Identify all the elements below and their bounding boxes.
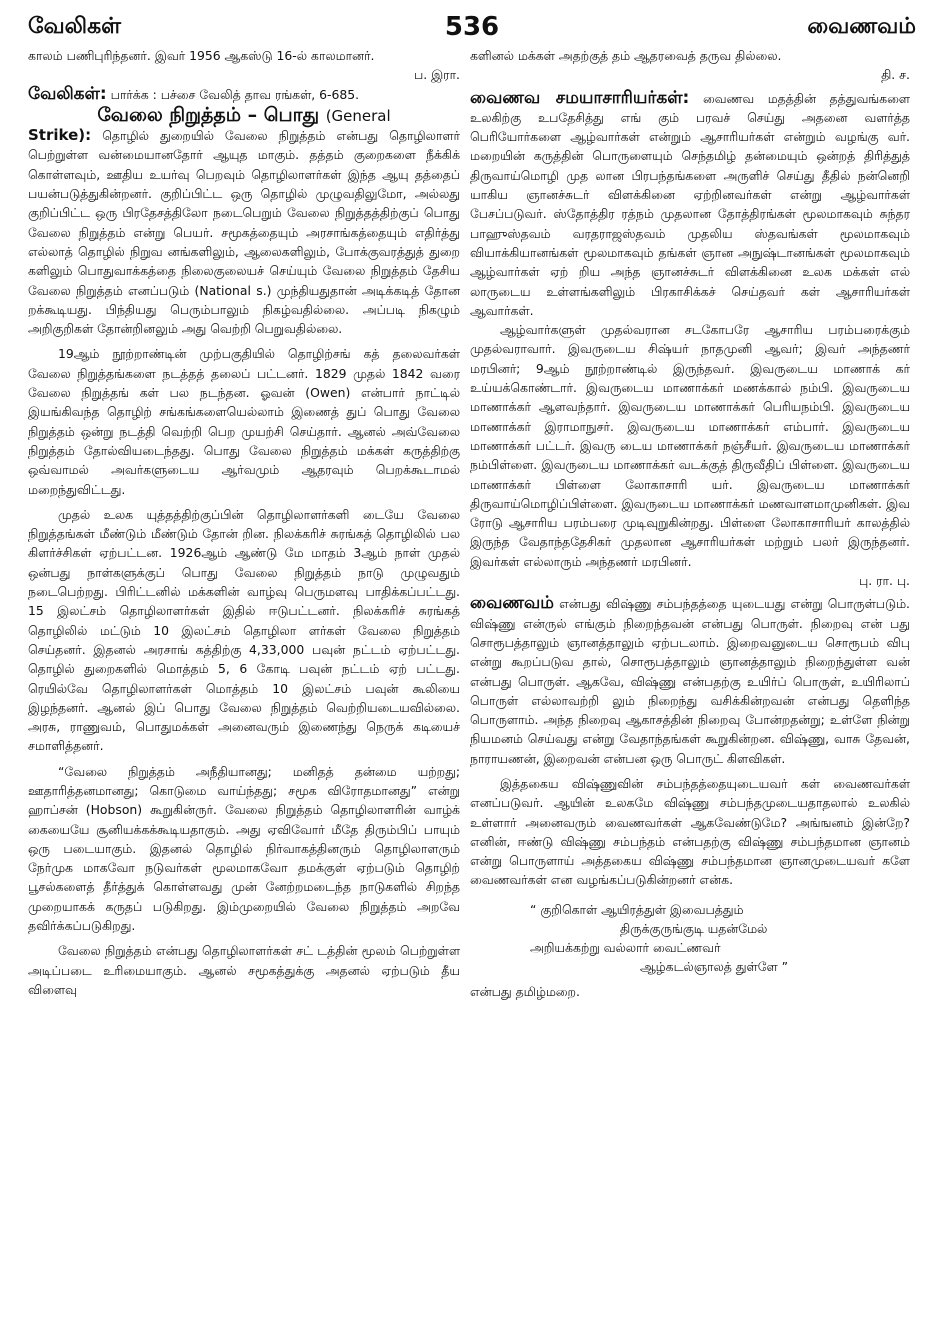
paragraph: இத்தகைய விஷ்ணுவின் சம்பந்தத்தையுடையவர் கள் வைணவர்கள் எனப்படுவர். ஆயின் உலகமே விஷ்ணு சம்பந்தமுடையதாதலால் உலகில் உள்ளார் அனைவரும் வைணவர்கள் ஆகவேண்டுமே? அங்ஙனம் இன்றே? எனின், ஈண்டு விஷ்ணு சம்பந்தம் என்பதற்கு விஷ்ணு சம்பந்தமான ஞானம் என்று பொருளாய் அத்தகைய விஷ்ணு சம்பந்தமான ஞானமுடையவர் களே வைணவர்கள் என வழங்கப்படுகின்றனர் என்க. <box>470 775 910 888</box>
right-column <box>470 46 910 1001</box>
continued-paragraph: காலம் பணிபுரிந்தனர். இவர் 1956 ஆகஸ்டு 16-ல் காலமானர். <box>28 48 375 63</box>
entry-title <box>28 103 460 126</box>
author-initials: தி. ச. <box>881 67 910 83</box>
paragraph: வேலை நிறுத்தம் என்பது தொழிலாளர்கள் சட் டத்தின் மூலம் பெற்றுள்ள அடிப்படை உரிமையாகும். ஆனல் சமூகத்துக்கு அதனல் ஏற்படும் தீய விளைவு <box>28 943 460 997</box>
running-head-right: வைணவம் <box>807 14 916 39</box>
verse-line: “ குறிகொள் ஆயிரத்துள் இவைபத்தும் <box>530 901 744 917</box>
entry-keyword: Strike): <box>28 126 92 145</box>
closing-line: என்பது தமிழ்மறை. <box>470 983 580 999</box>
verse-line: திருக்குருங்குடி யதன்மேல் <box>620 920 768 936</box>
author-initials: ப. இரா. <box>414 67 460 83</box>
entry-vainavam <box>470 594 910 768</box>
entry-title-tamil: வேலை நிறுத்தம் – பொது <box>97 103 320 126</box>
verse-quote <box>530 900 910 976</box>
paragraph <box>28 126 460 338</box>
continued-paragraph: களினல் மக்கள் அதற்குத் தம் ஆதரவைத் தருவ தில்லை. <box>470 48 782 63</box>
entry-keyword: வைணவம் <box>470 593 554 614</box>
entry-keyword: வேலிகள்: <box>28 83 107 104</box>
entry-veligal <box>28 85 460 104</box>
entry-title-english: (General <box>325 106 391 125</box>
left-column <box>28 46 460 999</box>
paragraph: ஆழ்வார்களுள் முதல்வரான சடகோபரே ஆசாரிய பரம்பரைக்கும் முதல்வராவார். இவருடைய சிஷ்யர் நாதமுனி ஆவர்; இவர் அந்தணர் மரபினர்; 9ஆம் நூற்றாண்டில் இருந்தவர். இவருடைய மாணாக் கர் உய்யக்கொண்டார். இவருடைய மாணாக்கர் மணக்கால் நம்பி. இவருடைய மாணாக்கர் ஆளவந்தார். இவருடைய மாணாக்கர் பெரியநம்பி. இவருடைய மாணாக்கர் இராமாநுசர். இவருடைய மாணாக்கர் எம்பார். இவருடைய மாணாக்கர் பட்டர். இவரு டைய மாணாக்கர் நஞ்சீயர். இவருடைய மாணாக்கர் நம்பிள்ளை. இவருடைய மாணாக்கர் வடக்குத் திருவீதிப் பிள்ளை. இவருடைய மாணாக்கர் பிள்ளை லோகாசாரி யர். இவருடைய மாணாக்கர் திருவாய்மொழிப்பிள்ளை. இவருடைய மாணாக்கர் மணவாளமாமுனிகள். இவ ரோடு ஆசாரிய பரம்பரை முடிவுறுகின்றது. பிள்ளை லோகாசாரியர் காலத்தில் இருந்த வேதாந்ததேசிகர் முதலான ஆசாரியர்கள் மற்றும் பலர் இருந்தனர். இவர்கள் எல்லாரும் அந்தணர் மரபினர். <box>470 322 910 569</box>
running-head-left: வேலிகள் <box>28 14 122 39</box>
author-initials: பு. ரா. பு. <box>858 573 910 589</box>
paragraph: “வேலை நிறுத்தம் அநீதியானது; மனிதத் தன்மை யற்றது; ஊதாரித்தனமானது; கொடுமை வாய்ந்தது; சமூக விரோதமானது” என்று ஹாப்சன் (Hobson) கூறுகின்ருர். வேலை நிறுத்தம் தொழிலாளரின் வாழ்க் கையையே சூனியக்கக்கூடியதாகும். அது ஏவிவோர் மீதே திரும்பிப் பாயும் ஒரு படையாகும். இதனல் தொழில் நிர்வாகத்தினரும் தொழிலாளரும் நேர்முக மாகவோ நடுவர்கள் மூலமாகவோ தமக்குள் ஏற்படும் தொழிற் பூசல்களைத் தீர்த்துக் கொள்ளவது முன் னேற்றமடைந்த நாடுகளில் சிறந்த முறையாகக் கருதப் படுகிறது. இம்முறையில் வேலை நிறுத்தம் அறவே தவிர்க்கப்படுகிறது. <box>28 763 460 934</box>
paragraph: முதல் உலக யுத்தத்திற்குப்பின் தொழிலாளர்களி டையே வேலை நிறுத்தங்கள் மீண்டும் மீண்டும் தோன் றின. நிலக்கரிச் சுரங்கத் தொழிலில் பல கிளர்ச்சிகள் ஏற்பட்டன. 1926ஆம் ஆண்டு மே மாதம் 3ஆம் நாள் முதல் ஒன்பது நாள்களுக்குப் பொது வேலை நிறுத்தம் நாடு முழுவதும் நடைபெற்றது. பிரிட்டனில் மக்களின் வாழ்வு பெருமளவு பாதிக்கப்பட்டது. 15 இலட்சம் தொழிலாளர்கள் இதில் ஈடுபட்டனர். நிலக்கரிச் சுரங்கத் தொழிலில் மட்டும் 10 இலட்சம் தொழிலா ளர்கள் வேலை நிறுத்தம் செய்தனர். இதனல் அரசாங் கத்திற்கு 4,33,000 பவுன் நட்டம் ஏற்பட்டது. தொழில் துறைகளில் மொத்தம் 5, 6 கோடி பவுன் நட்டம் ஏற் பட்டது. ரெயில்வே தொழிலாளர்கள் மொத்தம் 10 இலட்சம் பவுன் கூலியை இழந்தனர். ஆனல் இப் பொது வேலை நிறுத்தம் வெற்றியடையவில்லை. அரசு, ராணுவம், பொதுமக்கள் அனைவரும் இணைந்து நெருக் கடியைச் சமாளித்தனர். <box>28 506 460 754</box>
page-number: 536 <box>444 12 500 42</box>
verse-line: ஆழ்கடல்ஞாலத் துள்ளே ” <box>640 958 789 974</box>
entry-text: பார்க்க : பச்சை வேலித் தாவ ரங்கள், 6-685. <box>110 86 360 102</box>
paragraph-text: தொழில் துறையில் வேலை நிறுத்தம் என்பது தொழிலாளர் பெற்றுள்ள வன்மையானதோர் ஆயுத மாகும். தத்தம் குறைகளை நீக்கிக் கொள்ளவும், ஊதிய உயர்வு பெறவும் தொழிலாளர்கள் இந்த ஆயு தத்தைப் பயன்படுத்துகின்றனர். குறிப்பிட்ட ஒரு தொழில் முழுவதிலுமோ, அல்லது குறிப்பிட்ட ஒரு பிரதேசத்திலோ நடைபெறும் வேலை நிறுத்தத்திற்குப் பொது வேலை நிறுத்தம் என்று பெயர். சமூகத்தையும் அரசாங்கத்தையும் எதிர்த்து எல்லாத் தொழில் நிறுவ னங்களிலும், ஆலைகளிலும், போக்குவரத்துத் துறை களிலும் பொதுவாக்கத்தை நிலைகுலையச் செய்யும் வேலை நிறுத்தம் தேசிய வேலை நிறுத்தம் எனப்படும் (National s.) முந்தியதுதான் அடிக்கடித் தோன றக்கூடியது. பிந்தியது பெரும்பாலும் நிகழ்வதில்லை. அப்படி நிகழும் அறிகுறிகள் தோன்றினலும் அது வெற்றி பெறுவதில்லை. <box>28 128 460 337</box>
verse-line: அறியக்கற்று வல்லார் வைட்ணவர் <box>530 939 721 955</box>
entry-keyword: வைணவ சமயாசாரியர்கள்: <box>470 87 690 108</box>
paragraph-text: என்பது விஷ்ணு சம்பந்தத்தை யுடையது என்று பொருள்படும். விஷ்ணு என்ருல் எங்கும் நிறைந்தவன் என்பது பொருள். நிறைவு என் பது சொரூபத்தாலும் ஞானத்தாலும் ஏற்படலாம். இறைவனுடைய சொரூபம் விபு என்று கூறப்படுவ தால், சொரூபத்தாலும் ஞானத்தாலும் நிறைந்துள்ள வன் என்பது பொருள். ஆகவே, விஷ்ணு என்பதற்கு உயிர்ப் பொருள், உயிரிலாப் பொருள் எல்லாவற்றி லும் நிறைந்து வசிக்கின்றவன் என்பது தெளிந்த பொருளாம். அந்த நிறைவு ஆகாசத்தின் நிறைவு போன்றதன்று; உள்ளே நின்று நியமனம் செய்வது என்று வேதாந்தங்கள் கூறுகின்றன. விஷ்ணு, வாசு தேவன், நாராயணன், இறைவன் என்பன ஒரு பொருட் கிளவிகள். <box>470 596 910 766</box>
entry-samayachariyar <box>470 89 910 321</box>
paragraph: 19ஆம் நூற்றாண்டின் முற்பகுதியில் தொழிற்சங் கத் தலைவர்கள் வேலை நிறுத்தங்களை நடத்தத் தலைப் பட்டனர். 1829 முதல் 1842 வரை வேலை நிறுத்தங் கள் பல நடந்தன. ஓவன் (Owen) என்பார் நாட்டில் இயங்கிவந்த தொழிற் சங்கங்களையெல்லாம் இணைத் துப் பொது வேலை நிறுத்தம் ஒன்று நடத்தி வெற்றி பெற முயற்சி செய்தார். ஆனல் அவ்வேலை நிறுத்தம் தோல்வியடைந்தது. பொது வேலை நிறுத்தம் மக்கள் கருத்திற்கு ஒவ்வாமல் அவர்களுடைய ஆர்வமும் ஆதரவும் பெறக்கூடாமல் மறைந்துவிட்டது. <box>28 346 460 497</box>
page-header <box>28 14 916 50</box>
paragraph-text: வைணவ மதத்தின் தத்துவங்களை உலகிற்கு உபதேசித்து எங் கும் பரவச் செய்து அதனை வளர்த்த பெரியோர்களை ஆழ்வார்கள் என்றும் ஆசாரியர்கள் என்றும் வழங்கு வர். மறையின் கருத்தின் பொருளையும் செந்தமிழ் தன்மையும் ஒன்றத் திரித்துத் திருவாய்மொழி முத லான பிரபந்தங்களை அருளிச் செய்து தீதில் நன்னெறி யாகிய ஞானச்சுடர் விளக்கினை ஏற்றினவர்கள் என்று ஆழ்வார்கள் பேசப்படுவர். ஸ்தோத்திர ரத்நம் முதலான தோத்திரங்கள் மூலமாகவும் சுந்தர பாஹுஸ்தவம் வரதராஜஸ்தவம் முதலிய ஸ்தவங்கள் மூலமாகவும் வியாக்கியானங்கள் மூலமாகவும் தங்கள் ஞான அநுஷ்டானங்கள் மூலமாகவும் ஆழ்வார்கள் ஏற் றிய அந்த ஞானச்சுடர் விளக்கினை உலக மக்கள் எல் லாருடைய உள்ளங்களிலும் பிரகாசிக்கச் செய்தவர் கள் ஆசாரியர்கள் ஆவார்கள். <box>470 90 910 318</box>
